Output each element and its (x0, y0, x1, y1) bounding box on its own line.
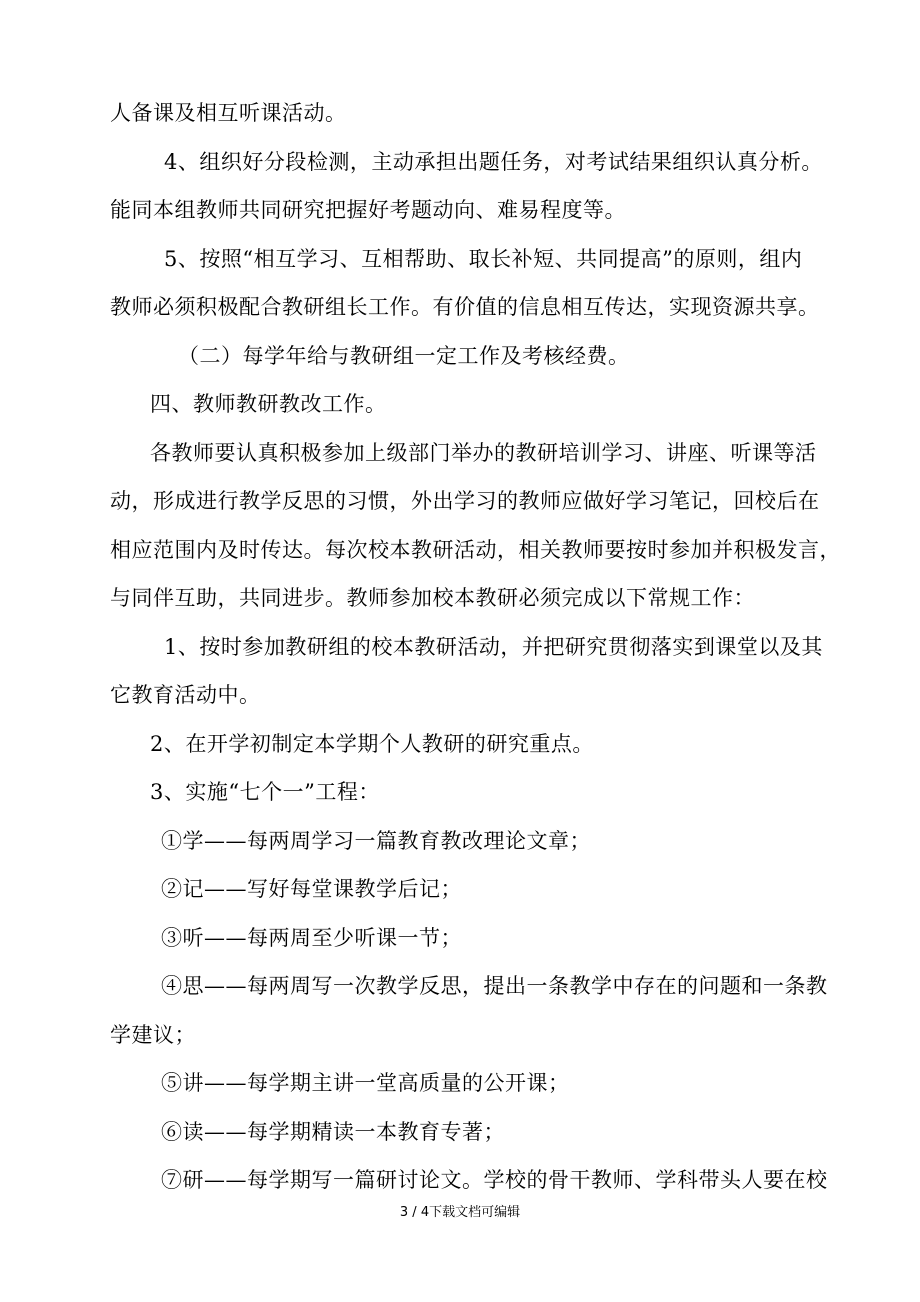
text-line: ②记——写好每堂课教学后记； (161, 877, 462, 901)
text-line: 与同伴互助，共同进步。教师参加校本教研必须完成以下常规工作： (110, 586, 755, 610)
text-line: ⑦研——每学期写一篇研讨论文。学校的骨干教师、学科带头人要在校 (161, 1168, 828, 1192)
text-line: 3、实施“七个一”工程： (150, 780, 380, 804)
text-line: ⑥读——每学期精读一本教育专著； (161, 1120, 505, 1144)
text-line: 它教育活动中。 (110, 683, 261, 707)
text-line: ③听——每两周至少听课一节； (161, 926, 462, 950)
text-line: 教师必须积极配合教研组长工作。有价值的信息相互传达，实现资源共享。 (110, 295, 820, 319)
text-line: 4、组织好分段检测，主动承担出题任务，对考试结果组织认真分析。 (164, 150, 823, 174)
text-line: 人备课及相互听课活动。 (110, 101, 347, 125)
text-line: 各教师要认真积极参加上级部门举办的教研培训学习、讲座、听课等活 (150, 441, 817, 465)
text-line: （二）每学年给与教研组一定工作及考核经费。 (178, 344, 630, 368)
text-line: 学建议； (110, 1023, 196, 1047)
text-line: 1、按时参加教研组的校本教研活动，并把研究贯彻落实到课堂以及其 (164, 635, 823, 659)
text-line: 5、按照“相互学习、互相帮助、取长补短、共同提高”的原则，组内 (164, 247, 803, 271)
text-line: 2、在开学初制定本学期个人教研的研究重点。 (150, 732, 594, 756)
section-heading: 四、教师教研教改工作。 (150, 392, 387, 416)
page-footer: 3 / 4下载文档可编辑 (399, 1205, 521, 1220)
text-line: 相应范围内及时传达。每次校本教研活动，相关教师要按时参加并积极发言， (110, 538, 841, 562)
text-line: ⑤讲——每学期主讲一堂高质量的公开课； (161, 1071, 570, 1095)
text-line: ①学——每两周学习一篇教育教改理论文章； (161, 829, 591, 853)
text-line: ④思——每两周写一次教学反思，提出一条教学中存在的问题和一条教 (161, 974, 828, 998)
text-line: 动，形成进行教学反思的习惯，外出学习的教师应做好学习笔记，回校后在 (110, 489, 820, 513)
text-line: 能同本组教师共同研究把握好考题动向、难易程度等。 (110, 198, 626, 222)
